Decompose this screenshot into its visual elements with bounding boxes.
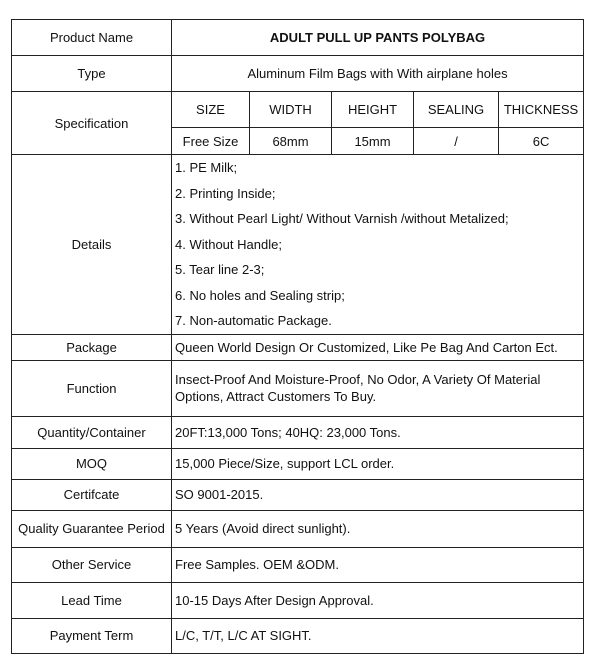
spec-value-width: 68mm: [250, 128, 332, 155]
details-item-3: 3. Without Pearl Light/ Without Varnish /without Metalized;: [175, 211, 509, 226]
spec-value-height: 15mm: [332, 128, 414, 155]
details-list: [172, 155, 584, 335]
moq-label: MOQ: [12, 448, 172, 479]
quantity-value: 20FT:13,000 Tons; 40HQ: 23,000 Tons.: [172, 416, 584, 448]
spec-value-sealing: /: [414, 128, 499, 155]
spec-header-width: WIDTH: [250, 92, 332, 128]
details-item-4: 4. Without Handle;: [175, 236, 282, 252]
row-package: [12, 334, 584, 360]
row-other-service: [12, 547, 584, 582]
function-value: Insect-Proof And Moisture-Proof, No Odor, A Variety Of Material Options, Attract Customers To Buy.: [172, 360, 584, 416]
type-value: Aluminum Film Bags with With airplane holes: [172, 56, 584, 92]
details-label: Details: [12, 155, 172, 335]
quality-value: 5 Years (Avoid direct sunlight).: [172, 510, 584, 547]
package-label: Package: [12, 334, 172, 360]
quantity-label: Quantity/Container: [12, 416, 172, 448]
lead-time-value: 10-15 Days After Design Approval.: [172, 582, 584, 618]
row-lead-time: [12, 582, 584, 618]
details-item-6: 6. No holes and Sealing strip;: [175, 287, 345, 303]
row-quantity: [12, 416, 584, 448]
product-name-label: Product Name: [12, 20, 172, 56]
row-product-name: [12, 20, 584, 56]
details-item-2: 2. Printing Inside;: [175, 185, 276, 201]
function-label: Function: [12, 360, 172, 416]
package-value: Queen World Design Or Customized, Like Pe Bag And Carton Ect.: [172, 334, 584, 360]
details-item-1: 1. PE Milk;: [175, 160, 238, 175]
payment-label: Payment Term: [12, 618, 172, 653]
row-quality: [12, 510, 584, 547]
row-specification-header: [12, 92, 584, 128]
row-moq: [12, 448, 584, 479]
other-service-label: Other Service: [12, 547, 172, 582]
other-service-value: Free Samples. OEM &ODM.: [172, 547, 584, 582]
row-function: [12, 360, 584, 416]
spec-value-thickness: 6C: [499, 128, 584, 155]
spec-header-size: SIZE: [172, 92, 250, 128]
type-label: Type: [12, 56, 172, 92]
moq-value: 15,000 Piece/Size, support LCL order.: [172, 448, 584, 479]
spec-header-height: HEIGHT: [332, 92, 414, 128]
details-item-5: 5. Tear line 2-3;: [175, 262, 265, 277]
product-spec-table: [11, 19, 584, 654]
certificate-value: SO 9001-2015.: [172, 479, 584, 510]
product-name-value: ADULT PULL UP PANTS POLYBAG: [172, 20, 584, 56]
row-type: [12, 56, 584, 92]
payment-value: L/C, T/T, L/C AT SIGHT.: [172, 618, 584, 653]
specification-label: Specification: [12, 92, 172, 155]
row-certificate: [12, 479, 584, 510]
spec-header-sealing: SEALING: [414, 92, 499, 128]
row-details: [12, 155, 584, 335]
spec-value-size: Free Size: [172, 128, 250, 155]
details-item-7: 7. Non-automatic Package.: [175, 313, 332, 328]
certificate-label: Certifcate: [12, 479, 172, 510]
spec-header-thickness: THICKNESS: [499, 92, 584, 128]
row-payment: [12, 618, 584, 653]
lead-time-label: Lead Time: [12, 582, 172, 618]
quality-label: Quality Guarantee Period: [12, 510, 172, 547]
